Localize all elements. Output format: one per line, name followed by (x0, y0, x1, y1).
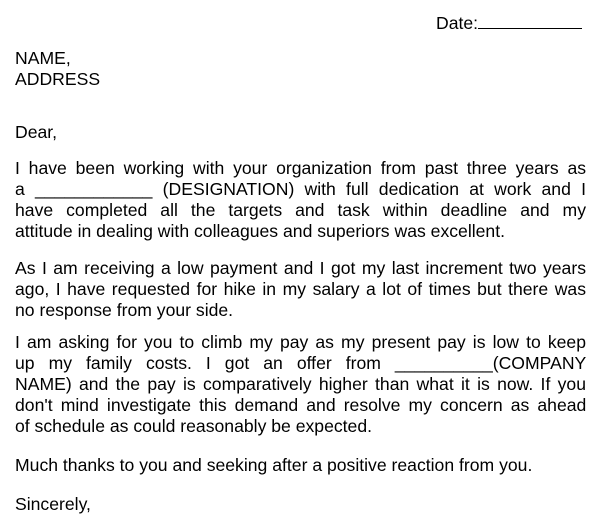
paragraph-line: attitude in dealing with colleagues and superiors was excellent. (15, 221, 505, 241)
paragraph-line-company: up my family costs. I got an offer from __________(COMPANY (15, 353, 587, 373)
paragraph-line-designation: a ____________ (DESIGNATION) with full dedication at work and I (15, 179, 586, 199)
date-field (436, 11, 582, 34)
salutation: Dear, (15, 122, 58, 142)
paragraph-line: no response from your side. (15, 300, 234, 320)
paragraph-line: of schedule as could reasonably be expected. (15, 416, 373, 436)
recipient-address: ADDRESS (15, 69, 101, 89)
recipient-block (15, 48, 100, 90)
paragraph-line: I am asking for you to climb my pay as my present pay is low to keep (15, 332, 586, 352)
paragraph-line: have completed all the targets and task within deadline and my (15, 200, 586, 220)
paragraph-line: Much thanks to you and seeking after a positive reaction from you. (15, 455, 533, 475)
paragraph-line: NAME) and the pay is comparatively higher than what it is now. If you (15, 374, 586, 394)
paragraph-intro (15, 158, 586, 242)
date-blank-line[interactable] (478, 11, 582, 29)
paragraph-line: ago, I have requested for hike in my salary a lot of times but there was (15, 279, 586, 299)
recipient-name: NAME, (15, 48, 71, 68)
paragraph-request (15, 332, 586, 437)
paragraph-line: I have been working with your organization from past three years as (15, 158, 587, 178)
paragraph-thanks (15, 455, 586, 476)
closing: Sincerely, (15, 494, 91, 514)
date-label: Date: (436, 13, 479, 33)
paragraph-line: don't mind investigate this demand and resolve my concern as ahead (15, 395, 587, 415)
paragraph-line: As I am receiving a low payment and I got my last increment two years (15, 258, 586, 278)
paragraph-low-payment (15, 258, 586, 321)
